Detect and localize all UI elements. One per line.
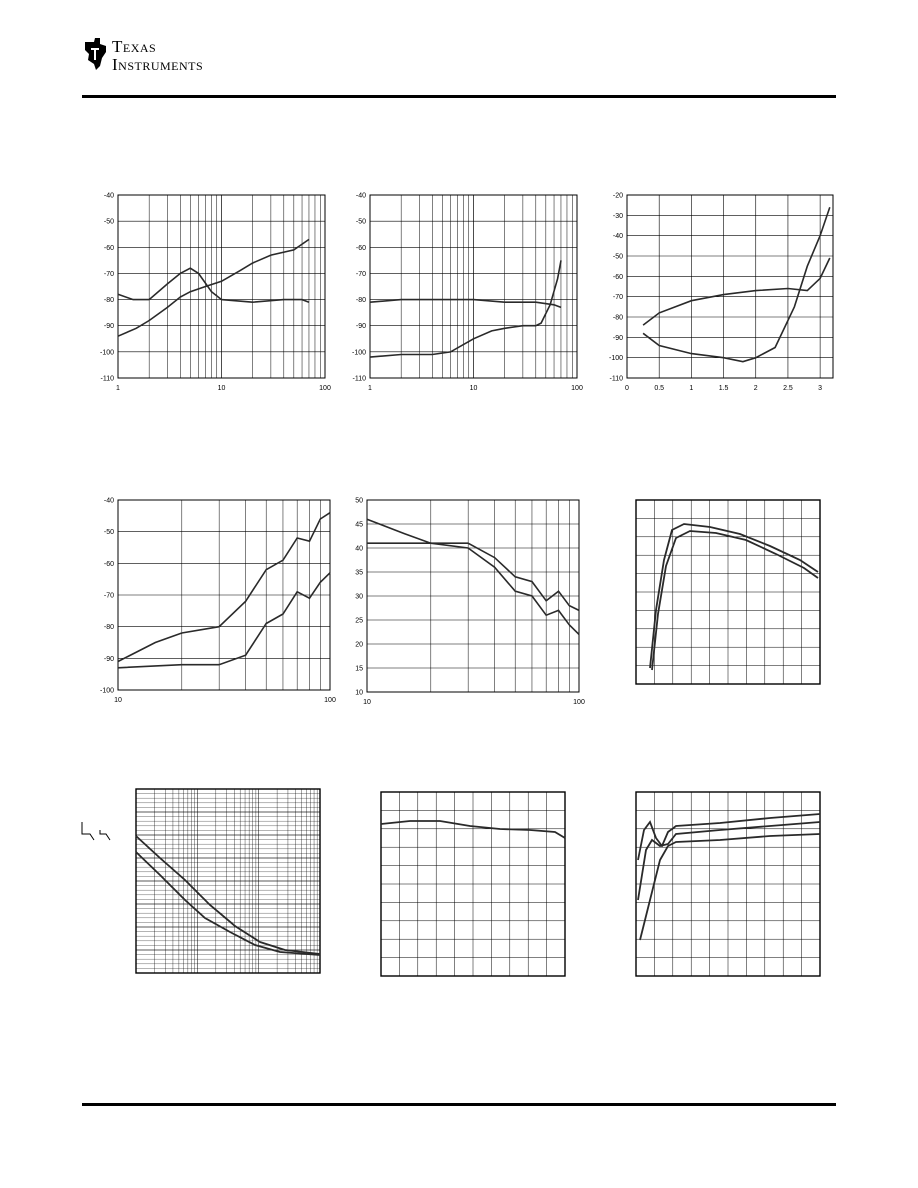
- y-tick-label: -110: [352, 375, 366, 383]
- y-tick-label: -100: [351, 349, 366, 357]
- chart-3: [609, 193, 833, 393]
- footer-rule: [82, 1103, 836, 1106]
- y-tick-label: -40: [612, 233, 623, 241]
- y-tick-label: -110: [100, 375, 114, 383]
- y-tick-label: -70: [103, 270, 114, 278]
- y-tick-label: -70: [355, 270, 366, 278]
- x-tick-label: 3: [818, 385, 823, 392]
- y-tick-label: -80: [612, 314, 623, 322]
- chart-1: [100, 193, 331, 393]
- chart-4: [100, 498, 336, 705]
- chart-6: [636, 500, 820, 684]
- y-tick-label: -100: [99, 349, 114, 357]
- x-tick-label: 1: [368, 385, 372, 392]
- y-tick-label: -60: [355, 244, 366, 252]
- plot-frame: [627, 195, 833, 378]
- x-tick-label: 10: [363, 699, 371, 706]
- series-line-2: [643, 207, 830, 362]
- x-tick-label: 1: [689, 385, 694, 392]
- y-tick-label: -100: [99, 687, 114, 695]
- x-tick-label: 2: [753, 385, 758, 392]
- y-tick-label: -60: [103, 560, 114, 568]
- x-tick-label: 2.5: [783, 385, 793, 392]
- series-line-2: [136, 852, 320, 955]
- y-tick-label: -70: [612, 294, 623, 302]
- x-tick-label: 0: [625, 385, 629, 392]
- y-tick-label: -90: [612, 334, 623, 342]
- chart-5: [355, 498, 585, 707]
- y-tick-label: -50: [612, 253, 623, 261]
- y-tick-label: 45: [355, 521, 363, 529]
- y-tick-label: 40: [355, 545, 363, 553]
- x-tick-label: 100: [571, 385, 583, 392]
- logo-text-texas: Texas: [112, 37, 157, 56]
- series-line-2: [367, 543, 579, 610]
- series-line-1: [370, 300, 561, 308]
- y-tick-label: 30: [355, 593, 363, 601]
- x-tick-label: 1.5: [718, 385, 729, 392]
- x-tick-label: 100: [319, 385, 331, 392]
- logo-text-instruments: Instruments: [112, 55, 204, 74]
- y-tick-label: 15: [355, 665, 363, 673]
- series-line-2: [118, 573, 330, 668]
- y-tick-label: -40: [103, 497, 114, 505]
- y-tick-label: -20: [612, 192, 623, 200]
- series-line-1: [643, 258, 830, 325]
- y-tick-label: -50: [103, 218, 114, 226]
- y-tick-label: -50: [355, 218, 366, 226]
- x-tick-label: 100: [573, 699, 585, 706]
- chart-7: [136, 789, 320, 973]
- y-tick-label: -80: [355, 297, 366, 305]
- y-tick-label: -40: [103, 192, 114, 200]
- y-tick-label: -90: [103, 655, 114, 663]
- y-tick-label: 10: [355, 689, 363, 697]
- series-line-1: [638, 814, 820, 860]
- x-tick-label: 1: [116, 385, 120, 392]
- y-tick-label: -90: [103, 323, 114, 331]
- voltage-step-symbol: [80, 816, 120, 844]
- series-line-2: [638, 822, 820, 900]
- x-tick-label: 10: [114, 697, 122, 704]
- chart-2: [352, 193, 583, 393]
- series-line-2: [652, 531, 818, 670]
- y-tick-label: -40: [355, 192, 366, 200]
- y-tick-label: -80: [103, 624, 114, 632]
- y-tick-label: -60: [103, 244, 114, 252]
- y-tick-label: -90: [355, 323, 366, 331]
- y-tick-label: -110: [609, 375, 623, 383]
- series-line-1: [367, 519, 579, 634]
- x-tick-label: 0.5: [654, 385, 665, 392]
- series-line-1: [118, 513, 330, 662]
- series-line-2: [370, 260, 561, 357]
- y-tick-label: 35: [355, 569, 363, 577]
- x-tick-label: 10: [469, 385, 478, 392]
- series-line-3: [640, 834, 820, 940]
- chart-9: [636, 792, 820, 976]
- chart-8: [381, 792, 565, 976]
- y-tick-label: -30: [612, 212, 623, 220]
- x-tick-label: 10: [217, 385, 226, 392]
- y-tick-label: -80: [103, 297, 114, 305]
- x-tick-label: 100: [324, 697, 336, 704]
- y-tick-label: 25: [355, 617, 363, 625]
- y-tick-label: -60: [612, 273, 623, 281]
- y-tick-label: -100: [608, 355, 623, 363]
- series-line-1: [118, 239, 309, 336]
- y-tick-label: -50: [103, 529, 114, 537]
- y-tick-label: 50: [355, 497, 363, 505]
- series-line-1: [650, 524, 818, 668]
- y-tick-label: -70: [103, 592, 114, 600]
- y-tick-label: 20: [355, 641, 363, 649]
